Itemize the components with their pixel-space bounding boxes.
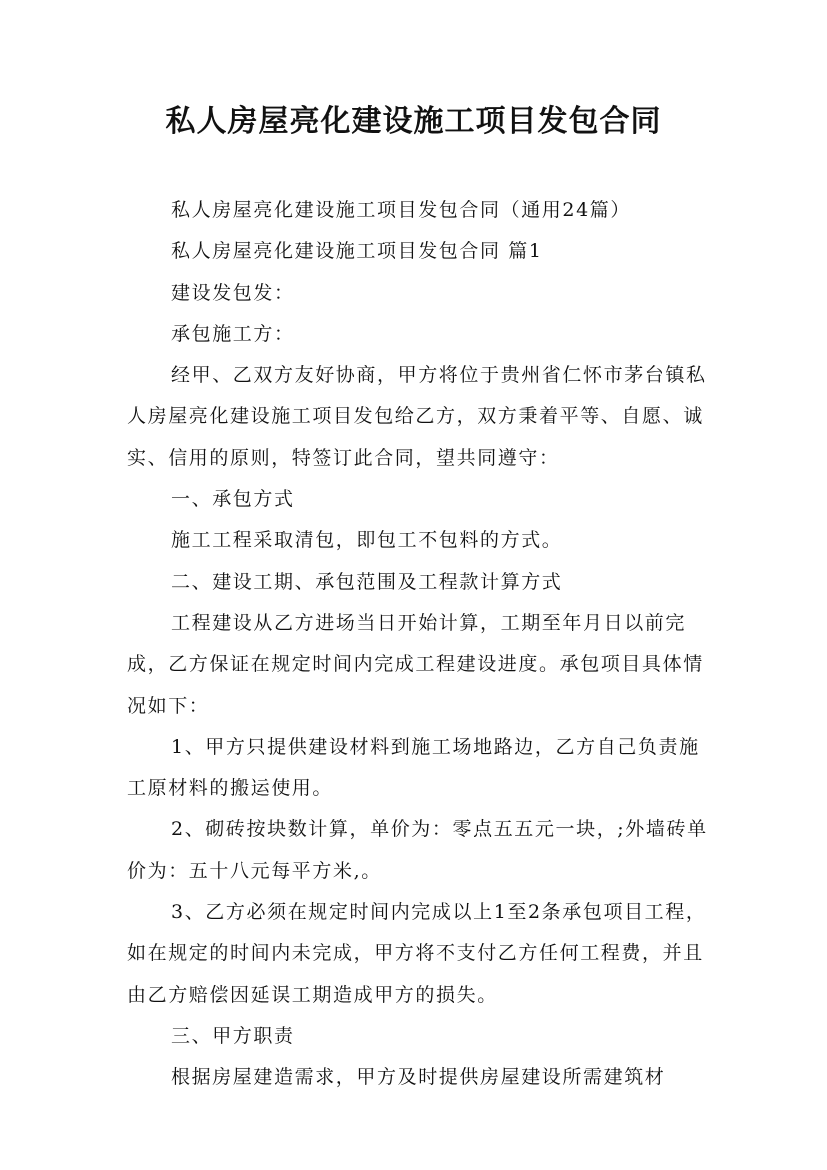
- paragraph-heading-1: 一、承包方式: [171, 488, 295, 511]
- document-body: [127, 190, 717, 1099]
- document-title: 私人房屋亮化建设施工项目发包合同: [165, 104, 662, 139]
- paragraph-item-2: 2、砌砖按块数计算，单价为：零点五五元一块，;外墙砖单价为：五十八元每平方米,。: [127, 818, 708, 882]
- paragraph-preamble: 经甲、乙双方友好协商，甲方将位于贵州省仁怀市茅台镇私人房屋亮化建设施工项目发包给乙方，双方秉着平等、自愿、诚实、信用的原则，特签订此合同，望共同遵守：: [127, 364, 707, 469]
- paragraph-section-heading: 私人房屋亮化建设施工项目发包合同 篇1: [171, 240, 543, 263]
- paragraph-contract-mode: 施工工程采取清包，即包工不包料的方式。: [171, 529, 563, 552]
- paragraph-employer-duties: 根据房屋建造需求，甲方及时提供房屋建设所需建筑材: [171, 1066, 666, 1089]
- paragraph-item-3: 3、乙方必须在规定时间内完成以上1至2条承包项目工程，如在规定的时间内未完成，甲方将不支付乙方任何工程费，并且由乙方赔偿因延误工期造成甲方的损失。: [127, 901, 707, 1006]
- paragraph-heading-2: 二、建设工期、承包范围及工程款计算方式: [171, 570, 563, 593]
- paragraph-schedule: 工程建设从乙方进场当日开始计算，工期至年月日以前完成，乙方保证在规定时间内完成工程建设进度。承包项目具体情况如下：: [127, 611, 704, 717]
- paragraph-subtitle: 私人房屋亮化建设施工项目发包合同（通用24篇）: [171, 199, 631, 221]
- paragraph-heading-3: 三、甲方职责: [171, 1024, 295, 1047]
- paragraph-item-1: 1、甲方只提供建设材料到施工场地路边，乙方自己负责施工原材料的搬运使用。: [127, 735, 700, 800]
- paragraph-employer: 建设发包发：: [171, 281, 295, 304]
- paragraph-contractor: 承包施工方：: [171, 322, 295, 345]
